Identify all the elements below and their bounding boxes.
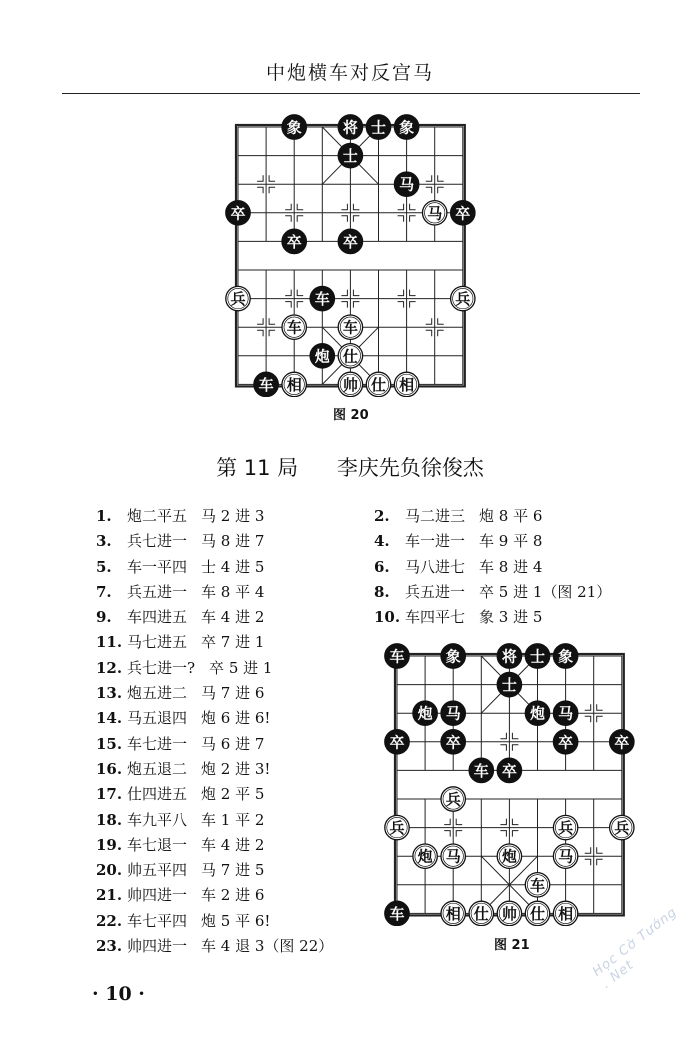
piece-label: 相 xyxy=(445,904,461,923)
move-row xyxy=(96,858,333,883)
piece-label: 车 xyxy=(286,318,302,337)
move-row xyxy=(374,555,611,580)
piece-red xyxy=(338,344,362,368)
piece-black xyxy=(310,286,334,310)
piece-black xyxy=(282,115,306,139)
game-players: 李庆先负徐俊杰 xyxy=(336,456,484,480)
piece-black xyxy=(553,644,577,668)
piece-label: 炮 xyxy=(417,704,433,723)
move-row xyxy=(96,630,333,655)
black-move: 马 2 进 3 xyxy=(201,507,265,525)
piece-label: 卒 xyxy=(286,232,302,251)
piece-label: 炮 xyxy=(529,704,546,723)
piece-label: 将 xyxy=(501,647,517,666)
piece-black xyxy=(525,644,549,668)
piece-label: 帅 xyxy=(342,375,358,394)
red-move: 车一平四 xyxy=(127,557,188,576)
move-number: 6. xyxy=(374,557,390,576)
move-number: 4. xyxy=(374,532,390,551)
black-move: 炮 2 进 3! xyxy=(201,759,271,778)
black-move: 车 2 进 6 xyxy=(201,886,265,905)
piece-red xyxy=(553,844,577,868)
piece-black xyxy=(497,672,521,696)
figure-20-caption: 图 20 xyxy=(333,408,369,423)
piece-black xyxy=(394,172,418,196)
piece-black xyxy=(610,730,634,754)
black-move: 炮 6 进 6! xyxy=(201,709,271,728)
piece-red xyxy=(497,901,521,925)
piece-label: 兵 xyxy=(614,819,630,838)
move-row xyxy=(96,732,333,757)
piece-label: 将 xyxy=(342,118,358,137)
black-move: 卒 7 进 1 xyxy=(201,633,265,652)
piece-label: 帅 xyxy=(501,904,517,923)
red-move: 马七进五 xyxy=(127,633,188,652)
piece-label: 马 xyxy=(427,204,443,223)
piece-red xyxy=(282,315,306,339)
piece-black xyxy=(469,758,493,782)
piece-label: 炮 xyxy=(417,847,433,866)
move-row xyxy=(96,504,333,529)
black-move: 卒 5 进 1（图 21） xyxy=(479,582,612,601)
piece-black xyxy=(451,201,475,225)
figure-21-caption: 图 21 xyxy=(494,938,530,953)
piece-label: 马 xyxy=(558,704,574,723)
red-move: 车九平八 xyxy=(127,810,188,829)
black-move: 象 3 进 5 xyxy=(479,608,543,627)
move-number: 3. xyxy=(96,532,112,551)
piece-black xyxy=(282,229,306,253)
red-move: 马二进三 xyxy=(405,507,466,525)
piece-label: 相 xyxy=(558,904,574,923)
piece-label: 车 xyxy=(389,904,405,923)
piece-red xyxy=(441,844,465,868)
piece-label: 象 xyxy=(558,647,574,666)
move-number: 14. xyxy=(96,709,123,728)
page-number: · 10 · xyxy=(92,983,145,1005)
black-move: 马 8 进 7 xyxy=(201,532,265,551)
piece-label: 车 xyxy=(473,761,489,780)
black-move: 卒 5 进 1 xyxy=(209,658,273,677)
piece-red xyxy=(423,201,447,225)
move-row xyxy=(96,833,333,858)
move-number: 21. xyxy=(96,886,123,905)
red-move: 车七退一 xyxy=(127,835,188,854)
piece-label: 兵 xyxy=(230,290,246,309)
move-number: 5. xyxy=(96,557,112,576)
move-number: 17. xyxy=(96,785,123,804)
piece-red xyxy=(553,815,577,839)
piece-label: 车 xyxy=(342,318,358,337)
move-number: 7. xyxy=(96,582,112,601)
piece-label: 卒 xyxy=(558,733,574,752)
move-row xyxy=(96,656,333,681)
piece-label: 炮 xyxy=(314,347,330,366)
piece-black xyxy=(413,701,437,725)
black-move: 车 9 平 8 xyxy=(479,532,543,551)
piece-red xyxy=(525,901,549,925)
move-number: 1. xyxy=(96,507,112,525)
black-move: 车 4 退 3（图 22） xyxy=(201,937,334,956)
red-move: 马五退四 xyxy=(127,709,188,728)
piece-label: 卒 xyxy=(614,733,630,752)
move-number: 10. xyxy=(374,608,401,627)
move-row xyxy=(374,605,611,630)
piece-black xyxy=(254,372,278,396)
piece-black xyxy=(441,701,465,725)
black-move: 士 4 进 5 xyxy=(201,557,265,576)
piece-red xyxy=(497,844,521,868)
piece-label: 士 xyxy=(370,118,387,137)
red-move: 炮五退二 xyxy=(127,759,188,778)
piece-black xyxy=(497,644,521,668)
black-move: 炮 8 平 6 xyxy=(479,507,543,525)
piece-label: 仕 xyxy=(529,904,546,923)
piece-red xyxy=(525,873,549,897)
piece-black xyxy=(394,115,418,139)
game-number: 第 11 局 xyxy=(216,456,299,480)
piece-red xyxy=(394,372,418,396)
move-number: 19. xyxy=(96,835,123,854)
red-move: 帅四进一 xyxy=(127,937,188,956)
piece-black xyxy=(338,143,362,167)
piece-label: 仕 xyxy=(342,347,358,366)
piece-black xyxy=(497,758,521,782)
piece-label: 象 xyxy=(399,118,415,137)
piece-red xyxy=(413,844,437,868)
piece-label: 马 xyxy=(445,704,461,723)
piece-label: 士 xyxy=(342,147,358,166)
piece-black xyxy=(441,644,465,668)
piece-red xyxy=(226,286,250,310)
move-list-right xyxy=(374,504,611,630)
piece-red xyxy=(441,787,465,811)
move-row xyxy=(96,580,333,605)
move-row xyxy=(96,529,333,554)
piece-black xyxy=(338,115,362,139)
piece-black xyxy=(553,701,577,725)
piece-label: 卒 xyxy=(501,761,517,780)
piece-label: 相 xyxy=(399,375,415,394)
piece-label: 卒 xyxy=(455,204,471,223)
piece-label: 象 xyxy=(445,647,461,666)
move-row xyxy=(96,782,333,807)
red-move: 车七平四 xyxy=(127,911,188,930)
red-move: 炮二平五 xyxy=(127,507,188,525)
piece-black xyxy=(553,730,577,754)
piece-label: 车 xyxy=(389,647,405,666)
move-row xyxy=(96,909,333,934)
piece-label: 马 xyxy=(558,847,574,866)
red-move: 仕四进五 xyxy=(127,785,188,804)
black-move: 马 7 进 5 xyxy=(201,861,265,880)
move-number: 22. xyxy=(96,911,123,930)
piece-label: 卒 xyxy=(389,733,405,752)
red-move: 马八进七 xyxy=(405,557,466,576)
piece-red xyxy=(338,372,362,396)
red-move: 炮五进二 xyxy=(127,684,188,703)
piece-label: 兵 xyxy=(445,790,461,809)
piece-black xyxy=(385,644,409,668)
red-move: 兵七进一 xyxy=(127,532,188,551)
piece-black xyxy=(525,701,549,725)
red-move: 车一进一 xyxy=(405,532,466,551)
move-number: 12. xyxy=(96,658,123,677)
move-number: 2. xyxy=(374,507,390,525)
piece-red xyxy=(385,815,409,839)
piece-red xyxy=(469,901,493,925)
piece-red xyxy=(610,815,634,839)
move-row xyxy=(374,580,611,605)
piece-label: 卒 xyxy=(230,204,246,223)
piece-label: 兵 xyxy=(455,290,471,309)
black-move: 马 7 进 6 xyxy=(201,684,265,703)
move-row xyxy=(96,883,333,908)
black-move: 马 6 进 7 xyxy=(201,734,265,753)
piece-label: 相 xyxy=(286,375,302,394)
move-number: 20. xyxy=(96,861,123,880)
move-row xyxy=(96,605,333,630)
move-list-left xyxy=(96,504,333,959)
piece-red xyxy=(451,286,475,310)
red-move: 帅五平四 xyxy=(127,861,188,880)
header-rule xyxy=(62,93,640,94)
black-move: 车 4 进 2 xyxy=(201,608,265,627)
piece-label: 马 xyxy=(445,847,461,866)
black-move: 炮 2 平 5 xyxy=(201,785,265,804)
move-row xyxy=(96,934,333,959)
red-move: 车七进一 xyxy=(127,734,188,753)
board-figure-21 xyxy=(381,641,639,926)
move-number: 11. xyxy=(96,633,123,652)
red-move: 兵五进一 xyxy=(405,582,466,601)
piece-black xyxy=(441,730,465,754)
piece-label: 士 xyxy=(501,676,517,695)
piece-label: 象 xyxy=(286,118,302,137)
piece-label: 车 xyxy=(314,290,330,309)
red-move: 兵五进一 xyxy=(127,582,188,601)
piece-red xyxy=(441,901,465,925)
red-move: 帅四进一 xyxy=(127,886,188,905)
piece-label: 车 xyxy=(529,876,546,895)
piece-black xyxy=(385,730,409,754)
black-move: 车 8 平 4 xyxy=(201,582,265,601)
move-row xyxy=(96,555,333,580)
red-move: 车四进五 xyxy=(127,608,188,627)
move-row xyxy=(96,808,333,833)
piece-red xyxy=(282,372,306,396)
move-number: 8. xyxy=(374,582,390,601)
piece-black xyxy=(366,115,390,139)
piece-label: 马 xyxy=(399,175,415,194)
piece-label: 车 xyxy=(258,375,274,394)
piece-black xyxy=(338,229,362,253)
black-move: 车 4 进 2 xyxy=(201,835,265,854)
move-row xyxy=(374,529,611,554)
piece-black xyxy=(385,901,409,925)
piece-label: 仕 xyxy=(473,904,489,923)
watermark-text: Học Cờ Tướng . Net xyxy=(590,904,681,992)
running-header: 中炮横车对反宫马 xyxy=(265,62,434,84)
piece-label: 炮 xyxy=(501,847,517,866)
move-row xyxy=(96,706,333,731)
move-number: 15. xyxy=(96,734,123,753)
move-row xyxy=(374,504,611,529)
piece-red xyxy=(366,372,390,396)
move-number: 13. xyxy=(96,684,123,703)
move-number: 16. xyxy=(96,759,123,778)
piece-red xyxy=(553,901,577,925)
black-move: 车 1 平 2 xyxy=(201,810,265,829)
game-title xyxy=(0,452,700,482)
piece-label: 兵 xyxy=(558,819,574,838)
move-number: 9. xyxy=(96,608,112,627)
piece-red xyxy=(338,315,362,339)
black-move: 车 8 进 4 xyxy=(479,557,543,576)
piece-label: 仕 xyxy=(370,375,387,394)
red-move: 车四平七 xyxy=(405,608,466,627)
move-number: 23. xyxy=(96,937,123,956)
move-row xyxy=(96,681,333,706)
piece-label: 兵 xyxy=(389,819,405,838)
move-row xyxy=(96,757,333,782)
piece-label: 卒 xyxy=(342,232,358,251)
piece-label: 卒 xyxy=(445,733,461,752)
move-number: 18. xyxy=(96,810,123,829)
black-move: 炮 5 平 6! xyxy=(201,911,271,930)
piece-label: 士 xyxy=(529,647,546,666)
board-figure-20 xyxy=(222,112,480,397)
piece-black xyxy=(226,201,250,225)
red-move: 兵七进一? xyxy=(127,658,196,677)
piece-black xyxy=(310,344,334,368)
